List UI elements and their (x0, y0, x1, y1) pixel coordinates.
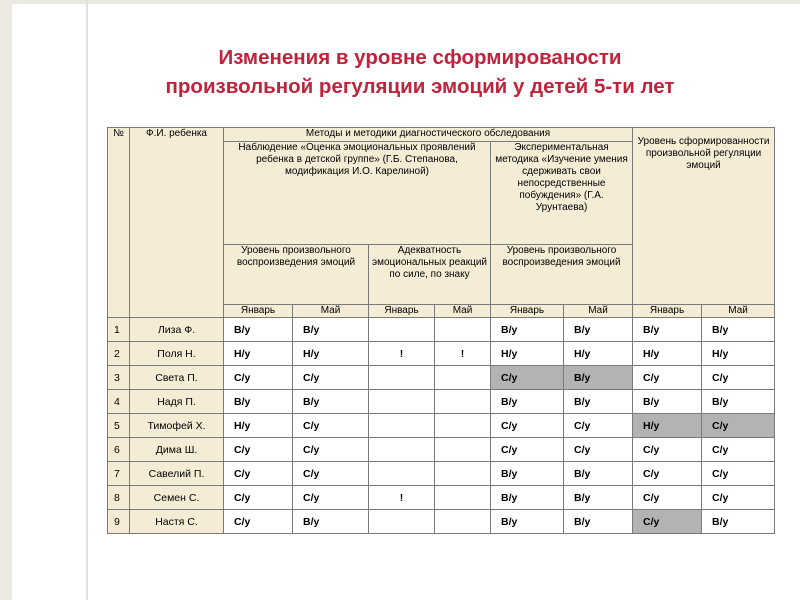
row-number: 2 (108, 342, 130, 366)
result-cell: Н/у (633, 414, 702, 438)
result-cell: Н/у (293, 342, 369, 366)
result-cell (369, 390, 435, 414)
result-cell: С/у (633, 438, 702, 462)
result-cell: С/у (293, 462, 369, 486)
row-number: 9 (108, 510, 130, 534)
table-row (108, 342, 775, 366)
result-cell: С/у (633, 366, 702, 390)
result-cell: Н/у (224, 342, 293, 366)
result-cell: С/у (491, 366, 564, 390)
result-cell: С/у (633, 486, 702, 510)
result-cell (435, 486, 491, 510)
row-number: 5 (108, 414, 130, 438)
result-cell: С/у (702, 414, 775, 438)
header-sub-voluntary-2: Уровень произвольного воспроизведения эмоций (491, 245, 633, 305)
result-cell: В/у (564, 462, 633, 486)
result-cell: В/у (564, 366, 633, 390)
table-row (108, 414, 775, 438)
result-cell: ! (369, 486, 435, 510)
result-cell (435, 510, 491, 534)
row-number: 7 (108, 462, 130, 486)
result-cell (369, 366, 435, 390)
result-cell: С/у (564, 438, 633, 462)
header-experimental: Экспериментальная методика «Изучение умения сдерживать свои непосредственные побуждения» (Г.А. Урунтаева) (491, 142, 633, 245)
result-cell (435, 438, 491, 462)
child-name: Света П. (130, 366, 224, 390)
result-cell: С/у (564, 414, 633, 438)
result-cell: В/у (702, 390, 775, 414)
row-number: 8 (108, 486, 130, 510)
result-cell: С/у (293, 414, 369, 438)
result-cell: С/у (224, 438, 293, 462)
result-cell: Н/у (702, 342, 775, 366)
result-cell (369, 318, 435, 342)
header-sub-adequacy: Адекватность эмоциональных реакций по силе, по знаку (369, 245, 491, 305)
result-cell: С/у (633, 462, 702, 486)
result-cell: В/у (702, 510, 775, 534)
result-cell: С/у (633, 510, 702, 534)
result-cell: С/у (702, 366, 775, 390)
result-cell (435, 414, 491, 438)
header-month: Май (435, 305, 491, 318)
header-month: Январь (633, 305, 702, 318)
result-cell (435, 366, 491, 390)
result-cell (369, 462, 435, 486)
table-row (108, 438, 775, 462)
result-cell: В/у (564, 390, 633, 414)
result-cell: В/у (633, 390, 702, 414)
table-row (108, 510, 775, 534)
child-name: Тимофей Х. (130, 414, 224, 438)
child-name: Семен С. (130, 486, 224, 510)
slide-frame-line (86, 0, 88, 600)
result-cell: В/у (224, 318, 293, 342)
header-num: № (108, 128, 130, 318)
header-sub-voluntary: Уровень произвольного воспроизведения эмоций (224, 245, 369, 305)
table-row (108, 486, 775, 510)
header-name: Ф.И. ребенка (130, 128, 224, 318)
result-cell (435, 390, 491, 414)
result-cell: С/у (702, 438, 775, 462)
child-name: Савелий П. (130, 462, 224, 486)
child-name: Надя П. (130, 390, 224, 414)
child-name: Дима Ш. (130, 438, 224, 462)
child-name: Лиза Ф. (130, 318, 224, 342)
header-month: Январь (369, 305, 435, 318)
row-number: 4 (108, 390, 130, 414)
result-cell: В/у (633, 318, 702, 342)
table-row (108, 462, 775, 486)
row-number: 1 (108, 318, 130, 342)
header-month: Май (564, 305, 633, 318)
result-cell (435, 462, 491, 486)
result-cell (369, 414, 435, 438)
result-cell: С/у (491, 438, 564, 462)
result-cell: В/у (293, 390, 369, 414)
header-month: Май (702, 305, 775, 318)
result-cell (369, 510, 435, 534)
result-cell: В/у (564, 510, 633, 534)
result-cell: В/у (491, 486, 564, 510)
result-cell: В/у (491, 318, 564, 342)
result-cell: С/у (293, 438, 369, 462)
header-level: Уровень сформированности произвольной регуляции эмоций (633, 128, 775, 305)
result-cell: В/у (293, 318, 369, 342)
result-cell (369, 438, 435, 462)
header-month: Январь (491, 305, 564, 318)
results-table (107, 127, 775, 534)
result-cell: В/у (491, 390, 564, 414)
header-observation: Наблюдение «Оценка эмоциональных проявлений ребенка в детской группе» (Г.Б. Степанова, модификация И.О. Карелиной) (224, 142, 491, 245)
result-cell: С/у (293, 486, 369, 510)
row-number: 6 (108, 438, 130, 462)
slide-top-border (0, 0, 800, 4)
result-cell: В/у (293, 510, 369, 534)
result-cell: ! (435, 342, 491, 366)
result-cell: В/у (491, 510, 564, 534)
result-cell: В/у (702, 318, 775, 342)
row-number: 3 (108, 366, 130, 390)
result-cell: Н/у (633, 342, 702, 366)
result-cell: С/у (702, 486, 775, 510)
result-cell: С/у (293, 366, 369, 390)
result-cell: В/у (224, 390, 293, 414)
result-cell: В/у (564, 318, 633, 342)
result-cell: ! (369, 342, 435, 366)
result-cell: С/у (224, 366, 293, 390)
result-cell: С/у (224, 486, 293, 510)
title-line-2: произвольной регуляции эмоций у детей 5-ти лет (165, 75, 675, 98)
result-cell: С/у (224, 510, 293, 534)
child-name: Настя С. (130, 510, 224, 534)
table-row (108, 318, 775, 342)
result-cell: С/у (491, 414, 564, 438)
result-cell: Н/у (491, 342, 564, 366)
result-cell: Н/у (224, 414, 293, 438)
table-row (108, 390, 775, 414)
slide-title (90, 43, 750, 101)
header-month: Май (293, 305, 369, 318)
result-cell: Н/у (564, 342, 633, 366)
title-line-1: Изменения в уровне сформированости (218, 46, 622, 69)
result-cell: В/у (491, 462, 564, 486)
table-body (108, 318, 775, 534)
header-month: Январь (224, 305, 293, 318)
result-cell: В/у (564, 486, 633, 510)
result-cell: С/у (702, 462, 775, 486)
header-methods: Методы и методики диагностического обследования (224, 128, 633, 142)
result-cell: С/у (224, 462, 293, 486)
result-cell (435, 318, 491, 342)
slide-left-border (0, 0, 12, 600)
child-name: Поля Н. (130, 342, 224, 366)
table-row (108, 366, 775, 390)
